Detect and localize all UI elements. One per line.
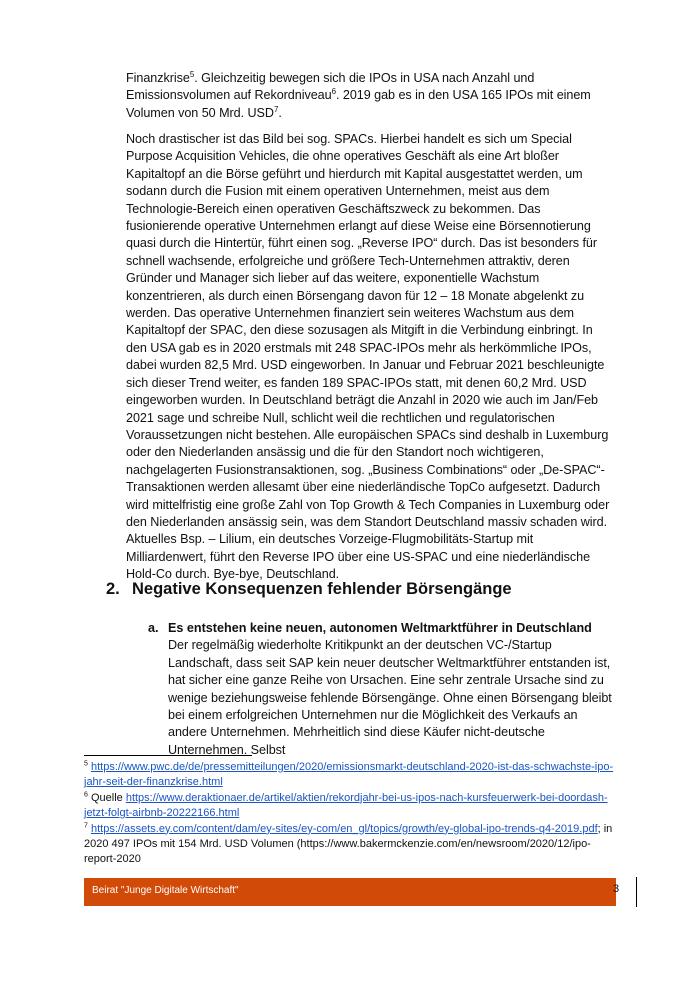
- footer-text: Beirat "Junge Digitale Wirtschaft": [92, 885, 239, 896]
- footnote-separator: [84, 755, 252, 756]
- subsection-title: Es entstehen keine neuen, autonomen Weltmarktführer in Deutschland: [168, 621, 592, 635]
- paragraph-text: Noch drastischer ist das Bild bei sog. SPACs. Hierbei handelt es sich um Special Purpose Acquisition Vehicles, die ohne operatives Geschäft als eine Art bloßer Kapitaltopf an die Börse geführt und hierdurch mit Kapital ausgestattet werden, um sodann durch die Fusion mit einem operativen Unternehmen, meist aus dem Technologie-Bereich einen operativen Geschäftszweck zu bekommen. Das fusionierende operative Unternehmen erlangt auf diese Weise eine Börsennotierung quasi durch die Hintertür, führt einen sog. „Reverse IPO“ durch. Das ist besonders für schnell wachsende, erfolgreiche und größere Tech-Unternehmen attraktiv, deren Gründer und Manager sich lieber auf das weitere, exponentielle Wachstum konzentrieren, als durch einen Börsengang davon für 12 – 18 Monate abgelenkt zu werden. Das operative Unternehmen finanziert sein weiteres Wachstum aus dem Kapitaltopf der SPAC, den diese sozusagen als Mitgift in die Verbindung einbringt. In den USA gab es in 2020 erstmals mit 248 SPAC-IPOs mehr als herkömmliche IPOs, dabei wurden 82,5 Mrd. USD eingeworben. In Januar und Februar 2021 beschleunigte sich dieser Trend weiter, es fanden 189 SPAC-IPOs statt, mit denen 60,2 Mrd. USD eingeworben wurden. In Deutschland beträgt die Anzahl in 2020 wie auch im Jan/Feb 2021 sage und schreibe Null, schlicht weil die rechtlichen und regulatorischen Voraussetzungen nicht bestehen. Alle europäischen SPACs sind deshalb in Luxemburg oder den Niederlanden ansässig und die für den Standort noch wichtigeren, nachgelagerten Fusionstransaktionen, sog. „Business Combinations“ oder „De-SPAC“-Transaktionen werden allesamt über eine niederländische TopCo aufgesetzt. Dadurch wird mittelfristig eine große Zahl von Top Growth & Tech Companies in Luxemburg oder den Niederlanden ansässig sein, was dem Standort Deutschland massiv schaden wird. Aktuelles Bsp. – Lilium, ein deutsches Vorzeige-Flugmobilitäts-Startup mit Milliardenwert, führt den Reverse IPO über eine US-SPAC und eine niederländische Hold-Co durch. Bye-bye, Deutschland.: [126, 132, 610, 582]
- subsection-heading: [148, 620, 618, 637]
- subsection-letter: a.: [148, 621, 159, 635]
- footnote-link[interactable]: https://www.pwc.de/de/pressemitteilungen/2020/emissionsmarkt-deutschland-2020-ist-das-schwachste-ipo-jahr-seit-der-finanzkrise.html: [84, 761, 614, 789]
- footnote-link[interactable]: https://assets.ey.com/content/dam/ey-sites/ey-com/en_gl/topics/growth/ey-global-ipo-trends-q4-2019.pdf: [90, 822, 598, 835]
- subsection-a: [148, 620, 618, 759]
- footnote-number: 6: [84, 791, 88, 799]
- footnote-ref-7[interactable]: 7: [273, 104, 279, 114]
- page-number: 3: [613, 883, 620, 895]
- page-number-rule: [636, 877, 637, 907]
- footnote-ref-5[interactable]: 5: [189, 69, 195, 79]
- footnote-number: 7: [84, 821, 88, 829]
- body-paragraph-2: [126, 131, 616, 584]
- footnote-ref-6[interactable]: 6: [331, 87, 336, 97]
- footnote-number: 5: [84, 760, 88, 768]
- body-paragraph-1: [126, 70, 616, 122]
- section-number: 2.: [106, 580, 120, 598]
- section-heading: [106, 578, 626, 600]
- footnote-7: [84, 822, 619, 868]
- paragraph-segment: . Gleichzeitig bewegen sich die IPOs in USA nach Anzahl und Emissionsvolumen auf Rekordniveau: [126, 71, 535, 103]
- footer-bar: [84, 878, 616, 906]
- paragraph-segment: . 2019 gab es in den USA 165 IPOs mit einem Volumen von 50 Mrd. USD: [126, 88, 591, 120]
- footnote-5: [84, 760, 619, 791]
- section-title: Negative Konsequenzen fehlender Börsengänge: [132, 580, 512, 598]
- footnotes: [84, 760, 619, 868]
- subsection-text: Der regelmäßig wiederholte Kritikpunkt an der deutschen VC-/Startup Landschaft, dass seit SAP kein neuer deutscher Weltmarktführer entstanden ist, hat sicher eine ganze Reihe von Ursachen. Eine sehr zentrale Ursache sind zu wenige beziehungsweise fehlende Börsengänge. Ohne einen Börsengang bleibt bei einem erfolgreichen Unternehmen nur die Möglichkeit des Verkaufs an andere Unternehmen. Mehrheitlich sind diese Käufer nicht-deutsche Unternehmen. Selbst: [168, 638, 612, 757]
- paragraph-segment: .: [278, 105, 282, 120]
- paragraph-segment: Finanzkrise: [126, 71, 190, 85]
- footnote-6: [84, 791, 619, 822]
- footnote-suffix: ; in 2020 497 IPOs mit 154 Mrd. USD Volumen (https://www.bakermckenzie.com/en/newsroom/2020/12/ipo-report-2020: [84, 822, 613, 866]
- footnote-link[interactable]: https://www.deraktionaer.de/artikel/aktien/rekordjahr-bei-us-ipos-nach-kursfeuerwerk-bei-doordash-jetzt-folgt-airbnb-20222166.html: [84, 791, 608, 820]
- footnote-prefix: Quelle: [90, 791, 126, 804]
- paragraph-text: [126, 70, 616, 122]
